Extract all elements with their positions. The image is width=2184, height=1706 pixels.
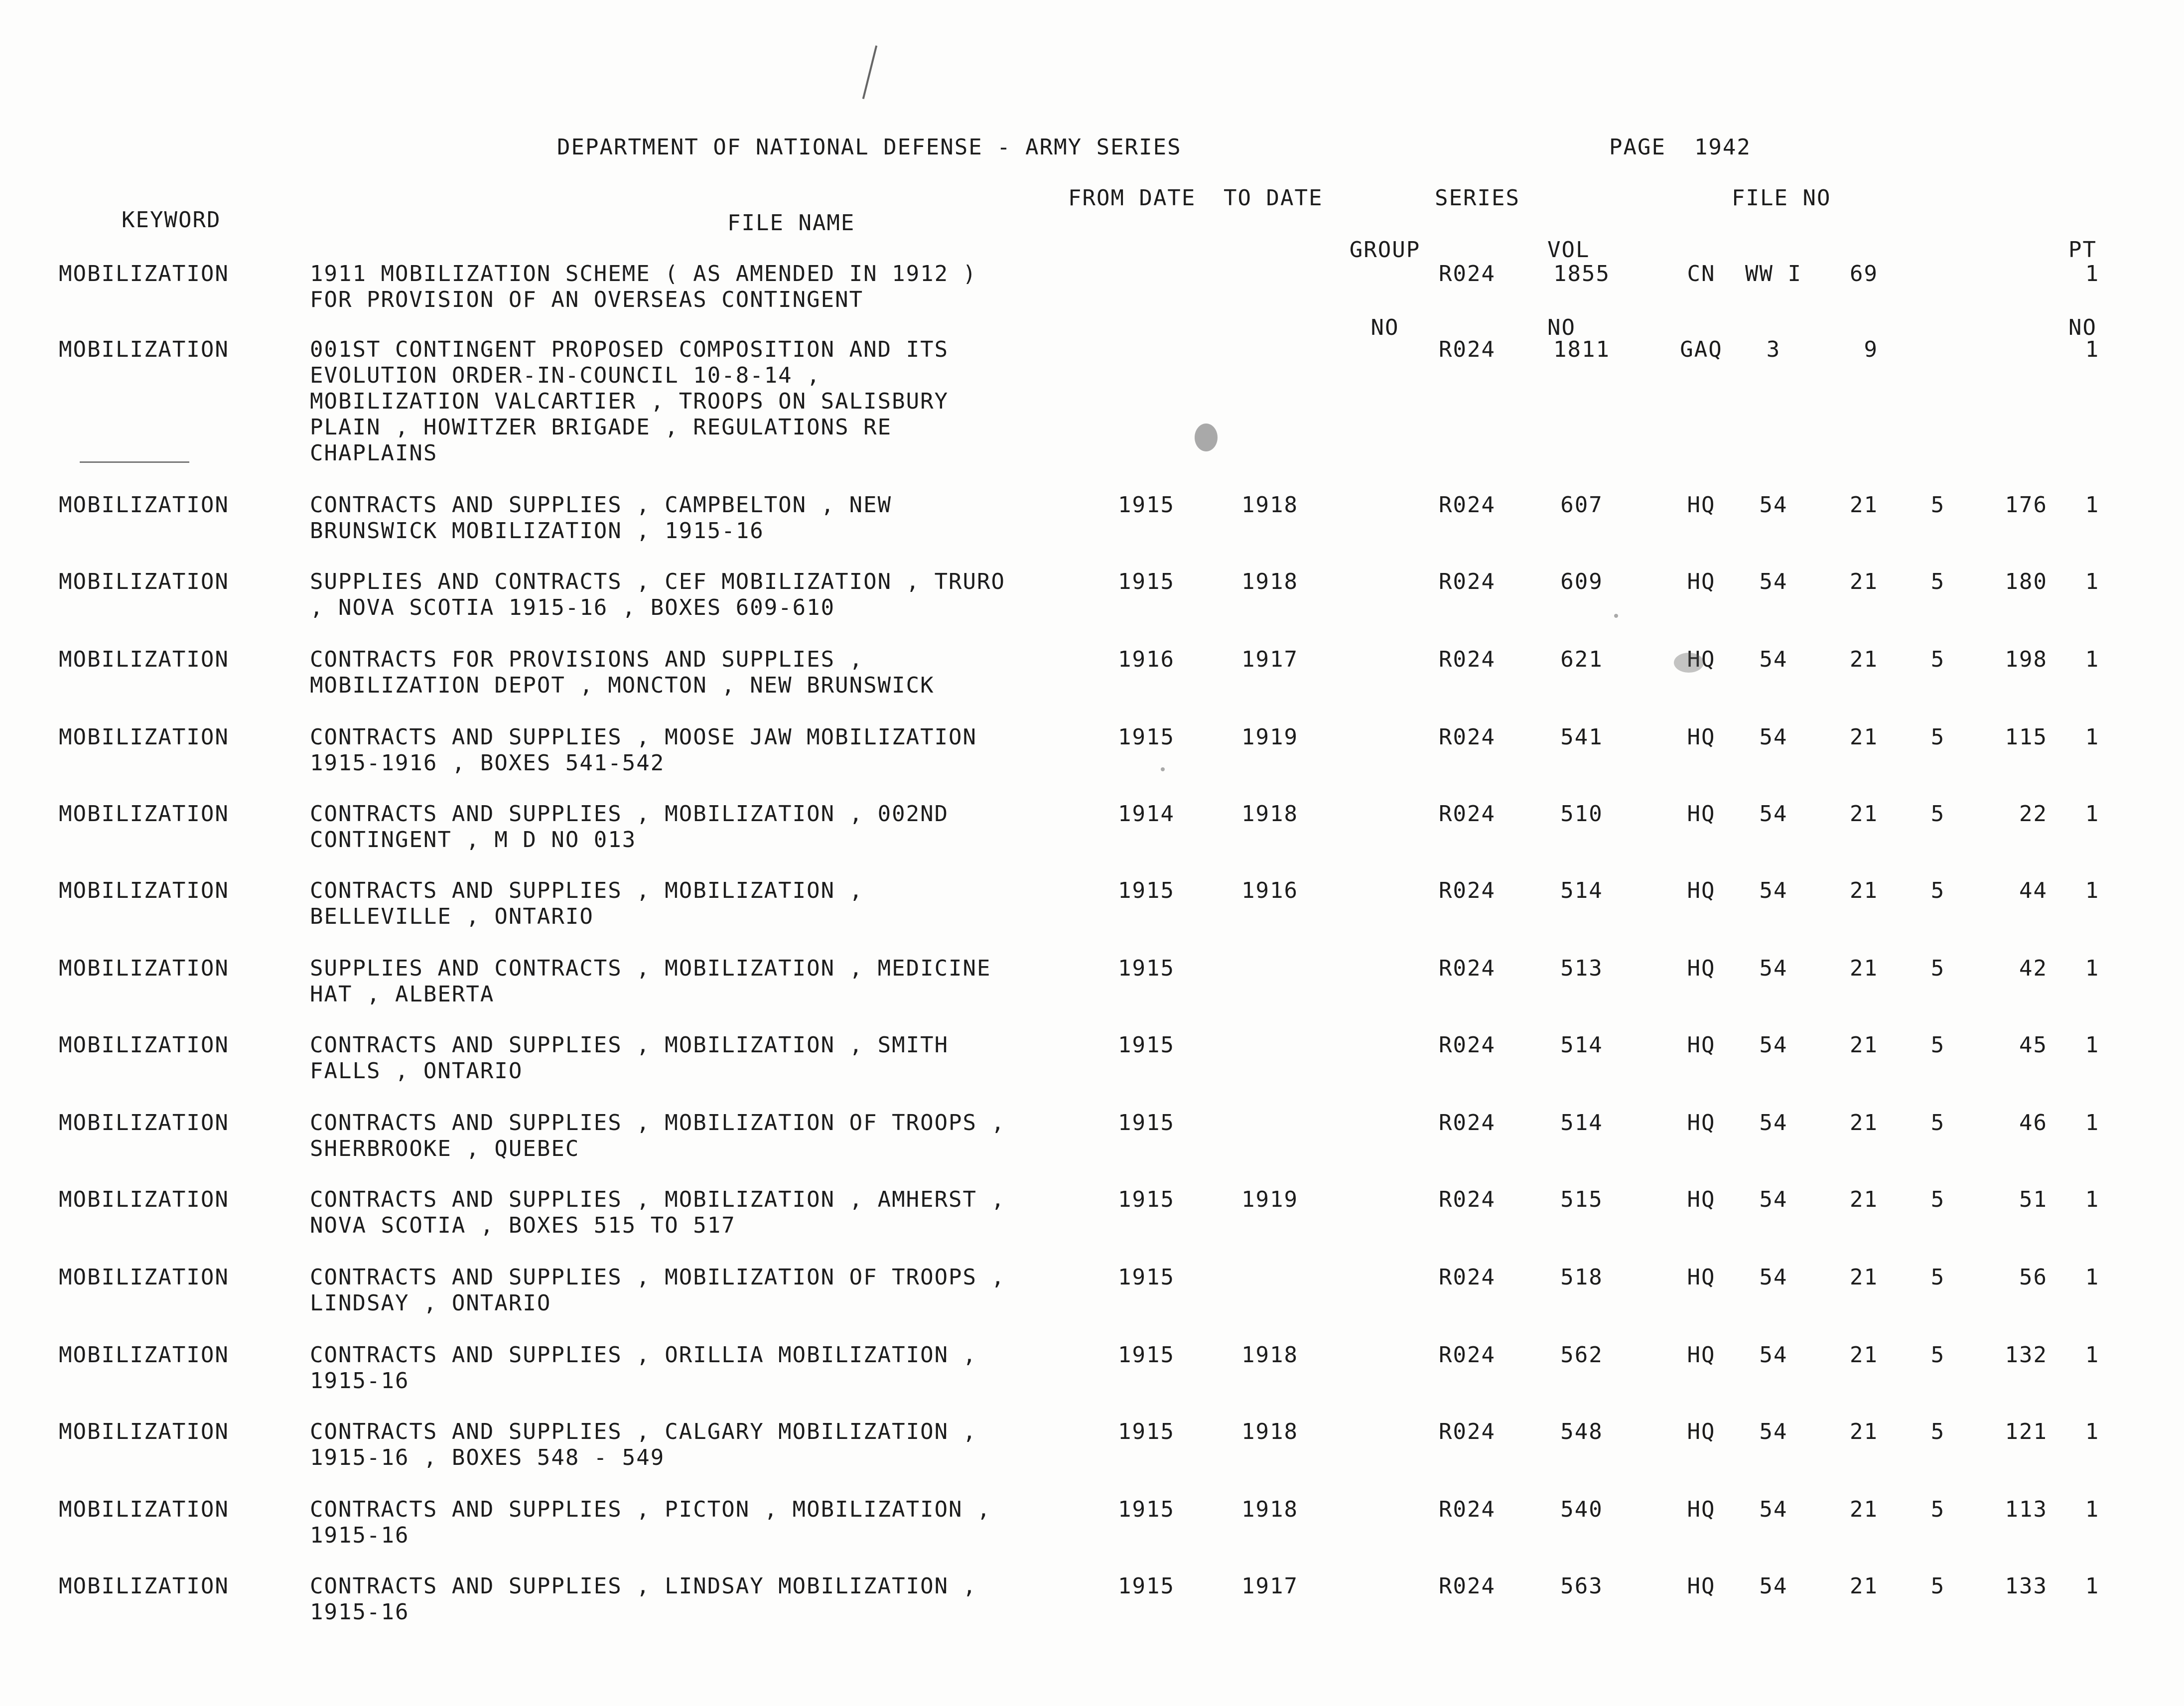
row-file-no-part-2: 54: [1759, 878, 1788, 903]
row-file-no-prefix: HQ: [1687, 1342, 1716, 1368]
row-vol-no: 514: [1560, 878, 1603, 903]
row-from-date: 1915: [1118, 1032, 1175, 1058]
row-pt-no: 1: [2085, 1342, 2100, 1368]
row-pt-no: 1: [2085, 956, 2100, 981]
row-file-no-prefix: HQ: [1687, 724, 1716, 750]
row-vol-no: 609: [1560, 569, 1603, 594]
record-row: [0, 1110, 2184, 1170]
ink-speck: [1614, 614, 1618, 618]
document-title: DEPARTMENT OF NATIONAL DEFENSE - ARMY SERIES: [557, 135, 1182, 160]
row-keyword: MOBILIZATION: [59, 878, 229, 903]
row-vol-no: 541: [1560, 724, 1603, 750]
row-pt-no: 1: [2085, 1187, 2100, 1212]
record-row: [0, 1497, 2184, 1557]
row-file-name: CONTRACTS FOR PROVISIONS AND SUPPLIES , MOBILIZATION DEPOT , MONCTON , NEW BRUNSWICK: [310, 647, 935, 698]
row-to-date: 1918: [1241, 569, 1298, 594]
row-file-name: CONTRACTS AND SUPPLIES , MOBILIZATION OF TROOPS , SHERBROOKE , QUEBEC: [310, 1110, 1006, 1161]
row-file-no-prefix: HQ: [1687, 1265, 1716, 1290]
row-vol-no: 510: [1560, 801, 1603, 827]
row-series: R024: [1439, 724, 1496, 750]
row-file-no-prefix: HQ: [1687, 801, 1716, 827]
row-file-no-part-5: 46: [2019, 1110, 2048, 1136]
column-header-vol-line1: VOL: [1547, 237, 1590, 263]
row-file-name: CONTRACTS AND SUPPLIES , MOBILIZATION , SMITH FALLS , ONTARIO: [310, 1032, 949, 1084]
column-header-pt-line1: PT: [2068, 237, 2097, 263]
row-file-name: CONTRACTS AND SUPPLIES , PICTON , MOBILIZATION , 1915-16: [310, 1497, 991, 1548]
row-keyword: MOBILIZATION: [59, 492, 229, 518]
row-file-no-prefix: HQ: [1687, 1110, 1716, 1136]
row-file-no-part-3: 21: [1850, 1342, 1878, 1368]
stray-line: [80, 461, 189, 463]
row-file-no-part-4: 5: [1930, 1573, 1945, 1599]
record-row: [0, 337, 2184, 466]
row-keyword: MOBILIZATION: [59, 647, 229, 672]
row-series: R024: [1439, 647, 1496, 672]
column-header-group-line2: NO: [1370, 315, 1399, 340]
row-file-no-part-3: 69: [1850, 261, 1878, 286]
column-header-from-date: FROM DATE: [1068, 185, 1196, 211]
column-header-pt-line2: NO: [2068, 315, 2097, 340]
row-pt-no: 1: [2085, 1573, 2100, 1599]
row-from-date: 1914: [1118, 801, 1175, 827]
row-from-date: 1915: [1118, 1573, 1175, 1599]
row-file-no-part-3: 21: [1850, 1032, 1878, 1058]
row-keyword: MOBILIZATION: [59, 1573, 229, 1599]
row-vol-no: 540: [1560, 1497, 1603, 1522]
row-file-name: 001ST CONTINGENT PROPOSED COMPOSITION AND ITS EVOLUTION ORDER-IN-COUNCIL 10-8-14 , MOBILIZATION VALCARTIER , TROOPS ON SALISBURY PLAIN , HOWITZER BRIGADE , REGULATIONS RE CHAPLAINS: [310, 337, 949, 466]
row-file-no-part-3: 21: [1850, 1265, 1878, 1290]
row-file-no-part-4: 5: [1930, 1419, 1945, 1444]
row-from-date: 1915: [1118, 878, 1175, 903]
row-vol-no: 607: [1560, 492, 1603, 518]
row-file-no-part-2: 54: [1759, 1419, 1788, 1444]
row-file-no-prefix: HQ: [1687, 569, 1716, 594]
row-keyword: MOBILIZATION: [59, 337, 229, 362]
row-series: R024: [1439, 956, 1496, 981]
ink-blot: [1674, 653, 1704, 673]
row-vol-no: 563: [1560, 1573, 1603, 1599]
row-file-no-prefix: HQ: [1687, 1419, 1716, 1444]
row-vol-no: 514: [1560, 1032, 1603, 1058]
row-keyword: MOBILIZATION: [59, 261, 229, 286]
row-file-no-part-3: 9: [1864, 337, 1878, 362]
row-file-no-part-5: 42: [2019, 956, 2048, 981]
row-file-no-part-4: 5: [1930, 1265, 1945, 1290]
row-file-no-part-5: 56: [2019, 1265, 2048, 1290]
row-file-no-part-3: 21: [1850, 647, 1878, 672]
row-file-no-prefix: HQ: [1687, 647, 1716, 672]
row-file-no-part-4: 5: [1930, 1342, 1945, 1368]
row-pt-no: 1: [2085, 492, 2100, 518]
row-series: R024: [1439, 492, 1496, 518]
row-file-no-part-5: 113: [2005, 1497, 2048, 1522]
row-from-date: 1915: [1118, 1187, 1175, 1212]
row-from-date: 1915: [1118, 1265, 1175, 1290]
row-file-name: CONTRACTS AND SUPPLIES , LINDSAY MOBILIZATION , 1915-16: [310, 1573, 977, 1625]
column-header-to-date: TO DATE: [1224, 185, 1323, 211]
row-from-date: 1915: [1118, 1110, 1175, 1136]
row-file-no-part-3: 21: [1850, 492, 1878, 518]
row-file-no-prefix: CN: [1687, 261, 1716, 286]
row-file-no-part-4: 5: [1930, 492, 1945, 518]
row-series: R024: [1439, 1342, 1496, 1368]
row-file-no-part-5: 198: [2005, 647, 2048, 672]
row-series: R024: [1439, 337, 1496, 362]
row-file-no-part-2: 54: [1759, 1342, 1788, 1368]
row-to-date: 1918: [1241, 1419, 1298, 1444]
row-file-no-prefix: HQ: [1687, 1573, 1716, 1599]
row-file-no-prefix: HQ: [1687, 492, 1716, 518]
row-keyword: MOBILIZATION: [59, 569, 229, 594]
row-vol-no: 1811: [1553, 337, 1610, 362]
row-file-no-prefix: HQ: [1687, 956, 1716, 981]
row-file-no-part-3: 21: [1850, 1419, 1878, 1444]
page-number: PAGE 1942: [1609, 135, 1751, 160]
record-row: [0, 878, 2184, 938]
row-vol-no: 621: [1560, 647, 1603, 672]
row-file-no-part-5: 115: [2005, 724, 2048, 750]
row-file-name: CONTRACTS AND SUPPLIES , MOBILIZATION , 002ND CONTINGENT , M D NO 013: [310, 801, 949, 853]
column-header-series: SERIES: [1435, 185, 1520, 211]
row-keyword: MOBILIZATION: [59, 1419, 229, 1444]
row-file-no-part-4: 5: [1930, 878, 1945, 903]
row-file-no-part-5: 176: [2005, 492, 2048, 518]
row-file-no-prefix: HQ: [1687, 1497, 1716, 1522]
row-file-no-part-5: 51: [2019, 1187, 2048, 1212]
row-file-no-part-4: 5: [1930, 1032, 1945, 1058]
row-file-no-part-3: 21: [1850, 878, 1878, 903]
row-file-no-part-2: 54: [1759, 1187, 1788, 1212]
row-file-no-part-2: 54: [1759, 956, 1788, 981]
row-file-no-part-5: 133: [2005, 1573, 2048, 1599]
row-series: R024: [1439, 1187, 1496, 1212]
row-file-no-prefix: HQ: [1687, 1032, 1716, 1058]
row-keyword: MOBILIZATION: [59, 956, 229, 981]
row-file-no-part-5: 132: [2005, 1342, 2048, 1368]
record-row: [0, 1032, 2184, 1092]
row-file-name: CONTRACTS AND SUPPLIES , CALGARY MOBILIZATION , 1915-16 , BOXES 548 - 549: [310, 1419, 977, 1470]
row-keyword: MOBILIZATION: [59, 1032, 229, 1058]
row-series: R024: [1439, 569, 1496, 594]
row-keyword: MOBILIZATION: [59, 801, 229, 827]
row-file-no-part-4: 5: [1930, 647, 1945, 672]
row-file-no-part-3: 21: [1850, 569, 1878, 594]
row-file-no-part-3: 21: [1850, 801, 1878, 827]
row-series: R024: [1439, 1419, 1496, 1444]
row-pt-no: 1: [2085, 724, 2100, 750]
row-series: R024: [1439, 1265, 1496, 1290]
row-file-no-part-3: 21: [1850, 724, 1878, 750]
row-file-no-part-3: 21: [1850, 1573, 1878, 1599]
row-file-no-prefix: GAQ: [1680, 337, 1723, 362]
record-row: [0, 1342, 2184, 1402]
row-series: R024: [1439, 878, 1496, 903]
row-file-no-part-4: 5: [1930, 1110, 1945, 1136]
row-file-no-part-3: 21: [1850, 956, 1878, 981]
row-from-date: 1915: [1118, 1419, 1175, 1444]
row-file-no-part-5: 22: [2019, 801, 2048, 827]
record-row: [0, 801, 2184, 861]
row-vol-no: 1855: [1553, 261, 1610, 286]
row-pt-no: 1: [2085, 569, 2100, 594]
row-pt-no: 1: [2085, 1265, 2100, 1290]
row-file-no-part-2: WW I: [1745, 261, 1802, 286]
row-keyword: MOBILIZATION: [59, 1265, 229, 1290]
row-file-no-prefix: HQ: [1687, 1187, 1716, 1212]
row-file-no-part-4: 5: [1930, 1497, 1945, 1522]
row-to-date: 1918: [1241, 801, 1298, 827]
row-pt-no: 1: [2085, 1419, 2100, 1444]
row-from-date: 1915: [1118, 724, 1175, 750]
row-file-no-part-4: 5: [1930, 801, 1945, 827]
row-to-date: 1917: [1241, 647, 1298, 672]
row-vol-no: 548: [1560, 1419, 1603, 1444]
row-series: R024: [1439, 1110, 1496, 1136]
row-file-name: CONTRACTS AND SUPPLIES , CAMPBELTON , NEW BRUNSWICK MOBILIZATION , 1915-16: [310, 492, 892, 544]
row-keyword: MOBILIZATION: [59, 1110, 229, 1136]
row-pt-no: 1: [2085, 337, 2100, 362]
ink-speck: [1161, 767, 1165, 771]
column-header-file-name: FILE NAME: [727, 210, 855, 236]
record-row: [0, 569, 2184, 629]
row-file-name: CONTRACTS AND SUPPLIES , MOBILIZATION OF TROOPS , LINDSAY , ONTARIO: [310, 1265, 1006, 1316]
row-file-no-part-5: 180: [2005, 569, 2048, 594]
row-file-no-part-2: 54: [1759, 724, 1788, 750]
row-keyword: MOBILIZATION: [59, 1497, 229, 1522]
row-file-no-part-2: 54: [1759, 1497, 1788, 1522]
ink-blot: [1195, 424, 1218, 451]
row-file-no-part-5: 45: [2019, 1032, 2048, 1058]
record-row: [0, 492, 2184, 552]
row-to-date: 1919: [1241, 724, 1298, 750]
record-row: [0, 1265, 2184, 1324]
row-to-date: 1919: [1241, 1187, 1298, 1212]
row-file-no-part-4: 5: [1930, 569, 1945, 594]
record-row: [0, 724, 2184, 784]
row-pt-no: 1: [2085, 878, 2100, 903]
row-from-date: 1916: [1118, 647, 1175, 672]
row-series: R024: [1439, 1032, 1496, 1058]
row-file-name: CONTRACTS AND SUPPLIES , MOBILIZATION , AMHERST , NOVA SCOTIA , BOXES 515 TO 517: [310, 1187, 1006, 1238]
row-file-no-part-3: 21: [1850, 1497, 1878, 1522]
row-file-no-part-4: 5: [1930, 724, 1945, 750]
row-file-no-part-3: 21: [1850, 1187, 1878, 1212]
row-file-name: SUPPLIES AND CONTRACTS , MOBILIZATION , MEDICINE HAT , ALBERTA: [310, 956, 991, 1007]
record-row: [0, 261, 2184, 321]
record-row: [0, 1419, 2184, 1479]
row-from-date: 1915: [1118, 956, 1175, 981]
row-file-no-part-3: 21: [1850, 1110, 1878, 1136]
row-file-no-part-2: 3: [1766, 337, 1781, 362]
row-from-date: 1915: [1118, 1342, 1175, 1368]
row-file-no-part-5: 44: [2019, 878, 2048, 903]
row-file-name: CONTRACTS AND SUPPLIES , ORILLIA MOBILIZATION , 1915-16: [310, 1342, 977, 1394]
row-pt-no: 1: [2085, 1110, 2100, 1136]
row-to-date: 1917: [1241, 1573, 1298, 1599]
row-file-no-part-2: 54: [1759, 1032, 1788, 1058]
row-file-no-part-2: 54: [1759, 647, 1788, 672]
column-header-file-no: FILE NO: [1732, 185, 1831, 211]
row-series: R024: [1439, 261, 1496, 286]
row-keyword: MOBILIZATION: [59, 1342, 229, 1368]
column-header-keyword: KEYWORD: [122, 207, 221, 233]
row-keyword: MOBILIZATION: [59, 724, 229, 750]
row-file-name: SUPPLIES AND CONTRACTS , CEF MOBILIZATION , TRURO , NOVA SCOTIA 1915-16 , BOXES 609-610: [310, 569, 1006, 620]
row-vol-no: 515: [1560, 1187, 1603, 1212]
row-vol-no: 513: [1560, 956, 1603, 981]
record-row: [0, 1187, 2184, 1247]
row-file-no-part-2: 54: [1759, 1110, 1788, 1136]
row-file-no-part-2: 54: [1759, 801, 1788, 827]
row-from-date: 1915: [1118, 492, 1175, 518]
row-file-no-part-2: 54: [1759, 492, 1788, 518]
row-vol-no: 562: [1560, 1342, 1603, 1368]
row-pt-no: 1: [2085, 1497, 2100, 1522]
row-to-date: 1918: [1241, 1342, 1298, 1368]
row-file-no-part-2: 54: [1759, 1573, 1788, 1599]
row-vol-no: 518: [1560, 1265, 1603, 1290]
row-series: R024: [1439, 1497, 1496, 1522]
row-file-no-prefix: HQ: [1687, 878, 1716, 903]
row-series: R024: [1439, 801, 1496, 827]
column-header-group-line1: GROUP: [1349, 237, 1421, 263]
pen-mark: [862, 45, 877, 99]
row-vol-no: 514: [1560, 1110, 1603, 1136]
row-file-name: 1911 MOBILIZATION SCHEME ( AS AMENDED IN 1912 ) FOR PROVISION OF AN OVERSEAS CONTINGENT: [310, 261, 977, 312]
row-series: R024: [1439, 1573, 1496, 1599]
row-pt-no: 1: [2085, 801, 2100, 827]
row-file-name: CONTRACTS AND SUPPLIES , MOBILIZATION , BELLEVILLE , ONTARIO: [310, 878, 864, 929]
row-from-date: 1915: [1118, 569, 1175, 594]
row-file-no-part-4: 5: [1930, 1187, 1945, 1212]
record-row: [0, 1573, 2184, 1633]
row-to-date: 1916: [1241, 878, 1298, 903]
row-pt-no: 1: [2085, 647, 2100, 672]
record-row: [0, 647, 2184, 707]
record-row: [0, 956, 2184, 1015]
row-pt-no: 1: [2085, 261, 2100, 286]
row-file-name: CONTRACTS AND SUPPLIES , MOOSE JAW MOBILIZATION 1915-1916 , BOXES 541-542: [310, 724, 977, 776]
row-file-no-part-4: 5: [1930, 956, 1945, 981]
row-file-no-part-5: 121: [2005, 1419, 2048, 1444]
row-from-date: 1915: [1118, 1497, 1175, 1522]
row-file-no-part-2: 54: [1759, 1265, 1788, 1290]
row-keyword: MOBILIZATION: [59, 1187, 229, 1212]
row-to-date: 1918: [1241, 492, 1298, 518]
row-to-date: 1918: [1241, 1497, 1298, 1522]
row-file-no-part-2: 54: [1759, 569, 1788, 594]
column-header-vol-line2: NO: [1547, 315, 1576, 340]
row-pt-no: 1: [2085, 1032, 2100, 1058]
